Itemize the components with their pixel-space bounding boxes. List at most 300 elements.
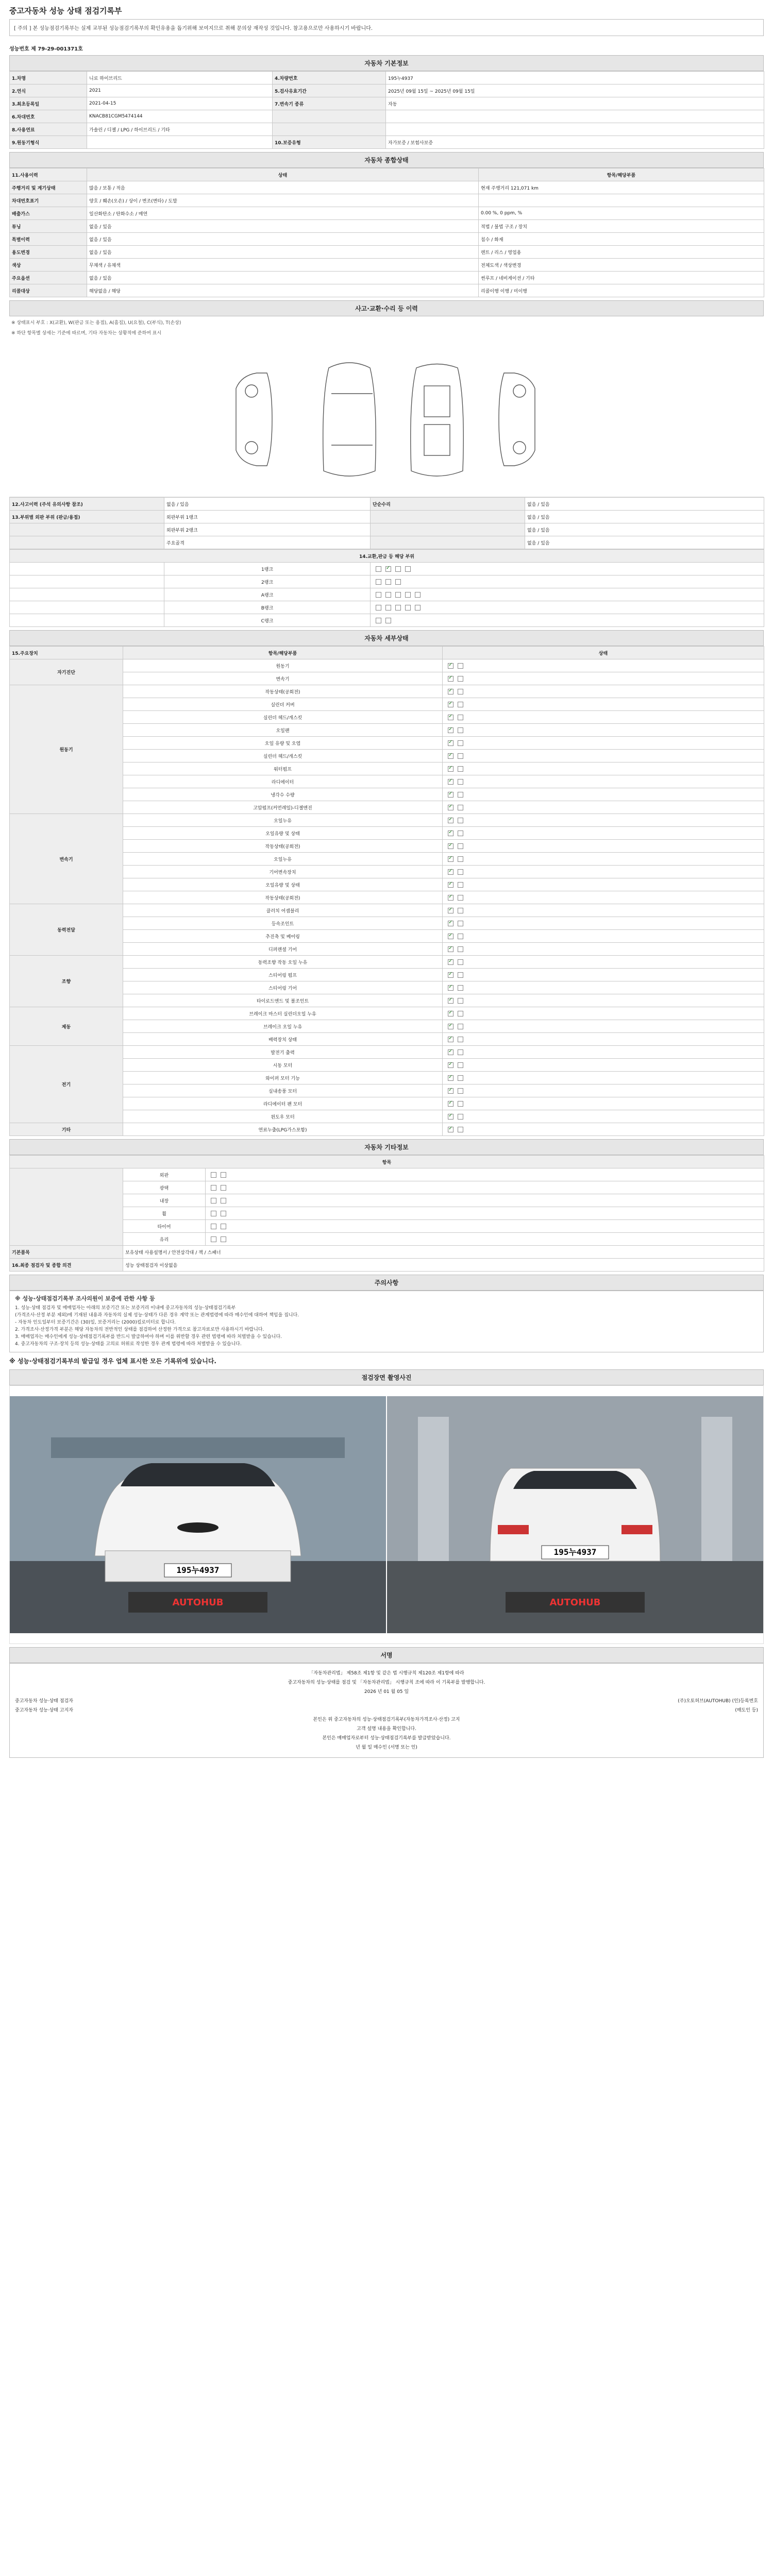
check-icon[interactable] bbox=[221, 1211, 226, 1216]
basic-value-2: 2025년 09월 15일 ~ 2025년 09월 15일 bbox=[386, 84, 764, 97]
check-good-icon[interactable] bbox=[448, 869, 453, 875]
caution-warning: ※ 성능·상태점검기록부의 발급일 경우 업체 표시한 모든 기록위에 있습니다. bbox=[9, 1358, 216, 1365]
notifier-label: 중고자동차 성능·상태 고지자 bbox=[15, 1708, 73, 1713]
check-bad-icon[interactable] bbox=[458, 805, 463, 810]
check-good-icon[interactable] bbox=[448, 663, 453, 669]
detail-item: 변속기 bbox=[123, 672, 443, 685]
basic-label-2: 4.차량번호 bbox=[273, 72, 386, 84]
detail-state-checkboxes bbox=[443, 840, 764, 853]
check-good-icon[interactable] bbox=[448, 1127, 453, 1132]
sign-line-5: 본인은 매매업자로부터 성능·상태점검기록부를 발급받았습니다. bbox=[322, 1736, 451, 1741]
check-good-icon[interactable] bbox=[448, 1049, 453, 1055]
basic-value-2: 자가보증 / 보험사보증 bbox=[386, 136, 764, 149]
check-good-icon[interactable] bbox=[448, 946, 453, 952]
other-extra-row bbox=[10, 1246, 764, 1259]
check-bad-icon[interactable] bbox=[458, 779, 463, 785]
sign-line-3: 본인은 위 중고자동차의 성능·상태점검기록부(자동차가격조사·산정) 고지 bbox=[313, 1717, 460, 1722]
detail-row bbox=[10, 698, 764, 711]
detail-header-item: 항목/해당부품 bbox=[123, 647, 443, 659]
basic-info-table bbox=[9, 71, 764, 149]
check-good-icon[interactable] bbox=[448, 805, 453, 810]
check-bad-icon[interactable] bbox=[458, 663, 463, 669]
general-label: 배출가스 bbox=[10, 207, 87, 220]
basic-row bbox=[10, 136, 764, 149]
check-icon[interactable] bbox=[221, 1185, 226, 1191]
general-state: 무채색 / 유채색 bbox=[87, 259, 479, 272]
detail-item: 연료누출(LPG가스포함) bbox=[123, 1123, 443, 1136]
detail-row bbox=[10, 994, 764, 1007]
detail-item: 작동상태(공회전) bbox=[123, 840, 443, 853]
general-label: 용도변경 bbox=[10, 246, 87, 259]
detail-row bbox=[10, 1059, 764, 1072]
general-label: 색상 bbox=[10, 259, 87, 272]
check-good-icon[interactable] bbox=[448, 792, 453, 798]
check-good-icon[interactable] bbox=[448, 1114, 453, 1120]
other-state-checkboxes bbox=[206, 1220, 764, 1233]
general-label: 특별이력 bbox=[10, 233, 87, 246]
detail-item: 냉각수 수량 bbox=[123, 788, 443, 801]
detail-state-checkboxes bbox=[443, 1072, 764, 1084]
check-bad-icon[interactable] bbox=[458, 1075, 463, 1081]
detail-item: 워터펌프 bbox=[123, 762, 443, 775]
detail-row bbox=[10, 1072, 764, 1084]
detail-group-name: 전기 bbox=[10, 1046, 123, 1123]
detail-state-checkboxes bbox=[443, 917, 764, 930]
check-bad-icon[interactable] bbox=[458, 740, 463, 746]
detail-row bbox=[10, 659, 764, 672]
detail-item: 타이로드엔드 및 볼조인트 bbox=[123, 994, 443, 1007]
general-note: 적법 / 불법 구조 / 장치 bbox=[479, 220, 764, 233]
detail-state-checkboxes bbox=[443, 981, 764, 994]
accident-legend-2: ※ 하단 항목별 상세는 기준에 따르며, 기타 자동차는 상황적에 준하여 표시 bbox=[11, 331, 162, 336]
detail-row bbox=[10, 956, 764, 969]
detail-item: 등속조인트 bbox=[123, 917, 443, 930]
detail-state-checkboxes bbox=[443, 827, 764, 840]
check-bad-icon[interactable] bbox=[458, 908, 463, 913]
detail-state-checkboxes bbox=[443, 1123, 764, 1136]
caution-line: 2. 가격조사·산정가격 부분은 해당 자동차의 전반적인 상태를 점검하여 산정한 가격으로 참고자료로만 사용하시기 바랍니다. bbox=[15, 1327, 264, 1332]
detail-group-name: 제동 bbox=[10, 1007, 123, 1046]
basic-value-2 bbox=[386, 110, 764, 123]
check-good-icon[interactable] bbox=[448, 740, 453, 746]
detail-item: 작동상태(공회전) bbox=[123, 685, 443, 698]
detail-state-checkboxes bbox=[443, 878, 764, 891]
check-bad-icon[interactable] bbox=[458, 1037, 463, 1042]
check-bad-icon[interactable] bbox=[458, 1101, 463, 1107]
caution-title: ※ 성능·상태점검기록부 조사의원이 보증에 관한 사항 등 bbox=[15, 1295, 155, 1302]
detail-state-checkboxes bbox=[443, 1084, 764, 1097]
detail-state-checkboxes bbox=[443, 866, 764, 878]
general-row bbox=[10, 181, 764, 194]
detail-state-checkboxes bbox=[443, 659, 764, 672]
detail-item: 시동 모터 bbox=[123, 1059, 443, 1072]
accident-row bbox=[10, 498, 764, 511]
detail-header-device: 15.주요장치 bbox=[10, 647, 123, 659]
detail-state-checkboxes bbox=[443, 762, 764, 775]
detail-state-checkboxes bbox=[443, 724, 764, 737]
detail-state-checkboxes bbox=[443, 853, 764, 866]
detail-item: 브레이크 마스터 실린더오일 누유 bbox=[123, 1007, 443, 1020]
detail-item: 라디에이터 bbox=[123, 775, 443, 788]
section-basic-title: 자동차 기본정보 bbox=[9, 55, 764, 71]
detail-row bbox=[10, 981, 764, 994]
general-state: 일산화탄소 / 탄화수소 / 매연 bbox=[87, 207, 479, 220]
basic-label-2: 7.변속기 종류 bbox=[273, 97, 386, 110]
sign-line-1: 「자동차관리법」 제58조 제1항 및 같은 법 시행규칙 제120조 제1항에 따라 bbox=[309, 1671, 464, 1676]
accident-label bbox=[10, 523, 164, 536]
detail-row bbox=[10, 853, 764, 866]
car-diagram bbox=[9, 337, 764, 497]
check-bad-icon[interactable] bbox=[458, 1024, 463, 1029]
caution-line: 4. 중고자동차의 구조·장치 등의 성능·상태를 고의로 허위로 작성한 경우 관계 법령에 따라 처벌받을 수 있습니다. bbox=[15, 1342, 242, 1347]
check-bad-icon[interactable] bbox=[458, 831, 463, 836]
detail-item: 스티어링 기어 bbox=[123, 981, 443, 994]
other-extra-label: 16.최종 점검자 및 종합 의견 bbox=[10, 1259, 123, 1272]
check-good-icon[interactable] bbox=[448, 895, 453, 901]
detail-item: 실린더 헤드/개스킷 bbox=[123, 750, 443, 762]
general-note: 썬루프 / 네비게이션 / 기타 bbox=[479, 272, 764, 284]
other-extra-value: 성능 상태점검자 이상없음 bbox=[123, 1259, 764, 1272]
check-bad-icon[interactable] bbox=[458, 934, 463, 939]
check-good-icon[interactable] bbox=[448, 818, 453, 823]
check-icon[interactable] bbox=[221, 1224, 226, 1229]
detail-row bbox=[10, 1007, 764, 1020]
check-bad-icon[interactable] bbox=[458, 676, 463, 682]
check-bad-icon[interactable] bbox=[458, 1114, 463, 1120]
other-extra-label: 기본품목 bbox=[10, 1246, 123, 1259]
detail-state-checkboxes bbox=[443, 994, 764, 1007]
basic-value: 2021 bbox=[87, 84, 273, 97]
detail-row bbox=[10, 904, 764, 917]
general-status-table bbox=[9, 168, 764, 297]
accident-row bbox=[10, 536, 764, 549]
detail-row bbox=[10, 1084, 764, 1097]
detail-row bbox=[10, 943, 764, 956]
section-other-title: 자동차 기타정보 bbox=[9, 1139, 764, 1155]
detail-item: 오일누유 bbox=[123, 814, 443, 827]
basic-row bbox=[10, 84, 764, 97]
check-icon[interactable] bbox=[211, 1198, 216, 1204]
detail-item: 스티어링 펌프 bbox=[123, 969, 443, 981]
other-row bbox=[10, 1168, 764, 1181]
section-photos-title: 점검장면 촬영사진 bbox=[9, 1369, 764, 1385]
detail-group-name: 기타 bbox=[10, 1123, 123, 1136]
detail-state-checkboxes bbox=[443, 801, 764, 814]
basic-value-2: 195누4937 bbox=[386, 72, 764, 84]
other-row bbox=[10, 1220, 764, 1233]
accident-table bbox=[9, 497, 764, 549]
accident-value-2: 없음 / 있음 bbox=[525, 511, 764, 523]
photo-gallery bbox=[9, 1385, 764, 1644]
check-bad-icon[interactable] bbox=[458, 972, 463, 978]
detail-row bbox=[10, 969, 764, 981]
accident-label-2 bbox=[371, 511, 525, 523]
detail-group-name: 원동기 bbox=[10, 685, 123, 814]
check-icon[interactable] bbox=[211, 1224, 216, 1229]
check-icon[interactable] bbox=[211, 1211, 216, 1216]
accident-label-2: 단순수리 bbox=[371, 498, 525, 511]
check-good-icon[interactable] bbox=[448, 831, 453, 836]
basic-value-2 bbox=[386, 123, 764, 136]
check-bad-icon[interactable] bbox=[458, 998, 463, 1004]
check-good-icon[interactable] bbox=[448, 882, 453, 888]
general-label: 주요옵션 bbox=[10, 272, 87, 284]
detail-state-checkboxes bbox=[443, 1059, 764, 1072]
check-good-icon[interactable] bbox=[448, 1011, 453, 1016]
basic-row bbox=[10, 97, 764, 110]
check-icon[interactable] bbox=[221, 1172, 226, 1178]
check-good-icon[interactable] bbox=[448, 856, 453, 862]
general-row bbox=[10, 194, 764, 207]
check-good-icon[interactable] bbox=[448, 1101, 453, 1107]
replacement-table: 14.교환,판금 등 해당 부위 1랭크 ✓ 2랭크 A랭크 B랭크 C랭크 bbox=[9, 549, 764, 627]
basic-label-2: 10.보증유형 bbox=[273, 136, 386, 149]
detail-item: 라디에이터 팬 모터 bbox=[123, 1097, 443, 1110]
inspector-label: 중고자동차 성능·상태 점검자 bbox=[15, 1699, 73, 1704]
detail-item: 와이퍼 모터 기능 bbox=[123, 1072, 443, 1084]
page-title: 중고자동차 성능 상태 점검기록부 bbox=[9, 6, 122, 15]
general-row bbox=[10, 233, 764, 246]
general-note: 리콜이행 이행 / 미이행 bbox=[479, 284, 764, 297]
detail-state-checkboxes bbox=[443, 698, 764, 711]
basic-label: 6.차대번호 bbox=[10, 110, 87, 123]
notifier-value: (매도인 등) bbox=[735, 1708, 758, 1713]
detail-group-name: 동력전달 bbox=[10, 904, 123, 956]
check-icon[interactable] bbox=[211, 1236, 216, 1242]
check-bad-icon[interactable] bbox=[458, 1127, 463, 1132]
check-good-icon[interactable] bbox=[448, 921, 453, 926]
caution-box bbox=[9, 1291, 764, 1352]
detail-item: 실린더 커버 bbox=[123, 698, 443, 711]
check-bad-icon[interactable] bbox=[458, 882, 463, 888]
accident-label: 12.사고이력 (주석 유의사항 참조) bbox=[10, 498, 164, 511]
other-row bbox=[10, 1194, 764, 1207]
caution-line: - 자동차 인도일부터 보증기간은 (30)일, 보증거리는 (2000)킬로미터로 합니다. bbox=[15, 1320, 176, 1325]
detail-row bbox=[10, 724, 764, 737]
basic-row bbox=[10, 72, 764, 84]
detail-item: 브레이크 오일 누유 bbox=[123, 1020, 443, 1033]
check-bad-icon[interactable] bbox=[458, 985, 463, 991]
detail-state-checkboxes bbox=[443, 737, 764, 750]
check-good-icon[interactable] bbox=[448, 1024, 453, 1029]
section-accident-title: 사고·교환·수리 등 이력 bbox=[9, 300, 764, 316]
report-number: 성능번호 제 79-29-001371호 bbox=[9, 46, 83, 52]
accident-value: 외판부위 2랭크 bbox=[164, 523, 371, 536]
detail-state-checkboxes bbox=[443, 1046, 764, 1059]
detail-row bbox=[10, 788, 764, 801]
general-label: 주행거리 및 계기상태 bbox=[10, 181, 87, 194]
check-icon[interactable] bbox=[221, 1236, 226, 1242]
detail-state-checkboxes bbox=[443, 1033, 764, 1046]
detail-state-checkboxes bbox=[443, 750, 764, 762]
car-outline-svg bbox=[9, 337, 764, 497]
rear-plate: 195누4937 bbox=[553, 1547, 597, 1557]
detail-state-checkboxes bbox=[443, 930, 764, 943]
general-row bbox=[10, 220, 764, 233]
general-row bbox=[10, 207, 764, 220]
detail-state-checkboxes bbox=[443, 943, 764, 956]
basic-label: 2.연식 bbox=[10, 84, 87, 97]
inspector-value: (주)오토허브(AUTOHUB) (인)등록번호 bbox=[678, 1699, 758, 1704]
detail-header-state: 상태 bbox=[443, 647, 764, 659]
check-good-icon[interactable] bbox=[448, 959, 453, 965]
detail-row bbox=[10, 737, 764, 750]
signature-box bbox=[9, 1663, 764, 1758]
check-bad-icon[interactable] bbox=[458, 753, 463, 759]
general-header-state: 상태 bbox=[87, 168, 479, 181]
check-good-icon[interactable] bbox=[448, 1088, 453, 1094]
sign-date: 2026 년 01 월 05 일 bbox=[364, 1689, 409, 1694]
detail-state-checkboxes bbox=[443, 1110, 764, 1123]
check-good-icon[interactable] bbox=[448, 715, 453, 720]
check-bad-icon[interactable] bbox=[458, 946, 463, 952]
detail-item: 추진축 및 베어링 bbox=[123, 930, 443, 943]
other-item: 내장 bbox=[123, 1194, 206, 1207]
other-state-checkboxes bbox=[206, 1194, 764, 1207]
check-good-icon[interactable] bbox=[448, 779, 453, 785]
accident-value: 주요골격 bbox=[164, 536, 371, 549]
check-bad-icon[interactable] bbox=[458, 1062, 463, 1068]
check-good-icon[interactable] bbox=[448, 676, 453, 682]
check-good-icon[interactable] bbox=[448, 702, 453, 707]
rear-photo bbox=[387, 1396, 763, 1633]
sign-line-4: 고객 설명 내용을 확인합니다. bbox=[357, 1726, 416, 1732]
check-bad-icon[interactable] bbox=[458, 856, 463, 862]
detail-item: 윈도우 모터 bbox=[123, 1110, 443, 1123]
other-item: 외판 bbox=[123, 1168, 206, 1181]
detail-item: 발전기 출력 bbox=[123, 1046, 443, 1059]
basic-value: 가솔린 / 디젤 / LPG / 하이브리드 / 기타 bbox=[87, 123, 273, 136]
check-bad-icon[interactable] bbox=[458, 1049, 463, 1055]
check-good-icon[interactable] bbox=[448, 727, 453, 733]
sign-line-2: 중고자동차의 성능·상태를 점검 및 「자동차관리법」 시행규칙 조에 따라 이 기록부를 발행합니다. bbox=[288, 1680, 485, 1685]
detail-state-checkboxes bbox=[443, 775, 764, 788]
basic-label: 8.사용연료 bbox=[10, 123, 87, 136]
general-label: 튜닝 bbox=[10, 220, 87, 233]
detail-group-name: 자기진단 bbox=[10, 659, 123, 685]
detail-row bbox=[10, 672, 764, 685]
detail-item: 오일누유 bbox=[123, 853, 443, 866]
check-good-icon[interactable] bbox=[448, 934, 453, 939]
general-row bbox=[10, 246, 764, 259]
check-good-icon[interactable] bbox=[448, 908, 453, 913]
car-underbody-view bbox=[411, 364, 464, 477]
check-good-icon[interactable] bbox=[448, 843, 453, 849]
check-good-icon[interactable] bbox=[448, 1037, 453, 1042]
detail-state-checkboxes bbox=[443, 969, 764, 981]
general-label: 차대번호표기 bbox=[10, 194, 87, 207]
check-bad-icon[interactable] bbox=[458, 689, 463, 694]
basic-value: 니로 하이브리드 bbox=[87, 72, 273, 84]
accident-label bbox=[10, 536, 164, 549]
basic-label: 9.원동기형식 bbox=[10, 136, 87, 149]
section-sign-title: 서명 bbox=[9, 1647, 764, 1663]
accident-value-2: 없음 / 있음 bbox=[525, 498, 764, 511]
check-bad-icon[interactable] bbox=[458, 869, 463, 875]
basic-label-2: 5.검사유효기간 bbox=[273, 84, 386, 97]
check-bad-icon[interactable] bbox=[458, 921, 463, 926]
check-bad-icon[interactable] bbox=[458, 843, 463, 849]
other-row bbox=[10, 1207, 764, 1220]
general-row bbox=[10, 284, 764, 297]
check-good-icon[interactable] bbox=[448, 1062, 453, 1068]
check-bad-icon[interactable] bbox=[458, 702, 463, 707]
detail-item: 실린더 헤드/개스킷 bbox=[123, 711, 443, 724]
check-bad-icon[interactable] bbox=[458, 727, 463, 733]
detail-row bbox=[10, 1033, 764, 1046]
check-bad-icon[interactable] bbox=[458, 1011, 463, 1016]
front-photo bbox=[10, 1396, 386, 1633]
detail-row bbox=[10, 814, 764, 827]
check-bad-icon[interactable] bbox=[458, 715, 463, 720]
check-bad-icon[interactable] bbox=[458, 959, 463, 965]
detail-row bbox=[10, 827, 764, 840]
check-good-icon[interactable] bbox=[448, 1075, 453, 1081]
detail-item: 오일유량 및 상태 bbox=[123, 878, 443, 891]
detail-item: 동력조향 작동 오일 누유 bbox=[123, 956, 443, 969]
detail-item: 오일 유량 및 오염 bbox=[123, 737, 443, 750]
detail-state-checkboxes bbox=[443, 711, 764, 724]
other-header: 항목 bbox=[10, 1156, 764, 1168]
receiver-line: 년 월 일 매수인 (서명 또는 인) bbox=[356, 1745, 417, 1750]
general-note: 침수 / 화재 bbox=[479, 233, 764, 246]
basic-label: 1.차명 bbox=[10, 72, 87, 84]
detail-group-name: 변속기 bbox=[10, 814, 123, 904]
notice-box: [ 주의 ] 본 성능점검기록부는 실제 교부된 성능점검기록부의 확인유용을 돕기위해 보여지므로 취해 문의상 재작성 것입니다. 참고용으로만 사용하시기 바랍니다. bbox=[9, 19, 764, 36]
check-bad-icon[interactable] bbox=[458, 1088, 463, 1094]
accident-value: 없음 / 있음 bbox=[164, 498, 371, 511]
check-icon[interactable] bbox=[211, 1172, 216, 1178]
detail-state-checkboxes bbox=[443, 1007, 764, 1020]
check-good-icon[interactable] bbox=[448, 972, 453, 978]
check-icon[interactable] bbox=[211, 1185, 216, 1191]
detail-item: 클러치 어셈블리 bbox=[123, 904, 443, 917]
basic-value-2: 자동 bbox=[386, 97, 764, 110]
check-bad-icon[interactable] bbox=[458, 766, 463, 772]
detail-item: 디퍼렌셜 기어 bbox=[123, 943, 443, 956]
check-good-icon[interactable] bbox=[448, 689, 453, 694]
section-general-title: 자동차 종합상태 bbox=[9, 152, 764, 168]
detail-row bbox=[10, 1110, 764, 1123]
accident-row bbox=[10, 511, 764, 523]
check-good-icon[interactable] bbox=[448, 985, 453, 991]
check-bad-icon[interactable] bbox=[458, 895, 463, 901]
basic-row bbox=[10, 110, 764, 123]
other-state-checkboxes bbox=[206, 1168, 764, 1181]
accident-value-2: 없음 / 있음 bbox=[525, 523, 764, 536]
detail-row bbox=[10, 711, 764, 724]
detail-row bbox=[10, 917, 764, 930]
check-bad-icon[interactable] bbox=[458, 818, 463, 823]
check-good-icon[interactable] bbox=[448, 998, 453, 1004]
detail-row bbox=[10, 775, 764, 788]
check-icon[interactable] bbox=[221, 1198, 226, 1204]
general-note: 0.00 %, 0 ppm, % bbox=[479, 207, 764, 220]
general-state: 없음 / 있음 bbox=[87, 233, 479, 246]
rear-banner: AUTOHUB bbox=[549, 1597, 601, 1608]
general-state: 많음 / 보통 / 적음 bbox=[87, 181, 479, 194]
general-state: 해당없음 / 해당 bbox=[87, 284, 479, 297]
detail-row bbox=[10, 762, 764, 775]
check-bad-icon[interactable] bbox=[458, 792, 463, 798]
detail-item: 작동상태(공회전) bbox=[123, 891, 443, 904]
check-good-icon[interactable] bbox=[448, 766, 453, 772]
accident-value: 외판부위 1랭크 bbox=[164, 511, 371, 523]
caution-line: (가격조사·산정 부분 제외)에 기재된 내용과 자동차의 실제 성능·상태가 다른 경우 계약 또는 관계법령에 따라 매수인에 대하여 책임을 집니다. bbox=[15, 1313, 299, 1318]
check-good-icon[interactable] bbox=[448, 753, 453, 759]
basic-label-2 bbox=[273, 123, 386, 136]
other-item: 타이어 bbox=[123, 1220, 206, 1233]
